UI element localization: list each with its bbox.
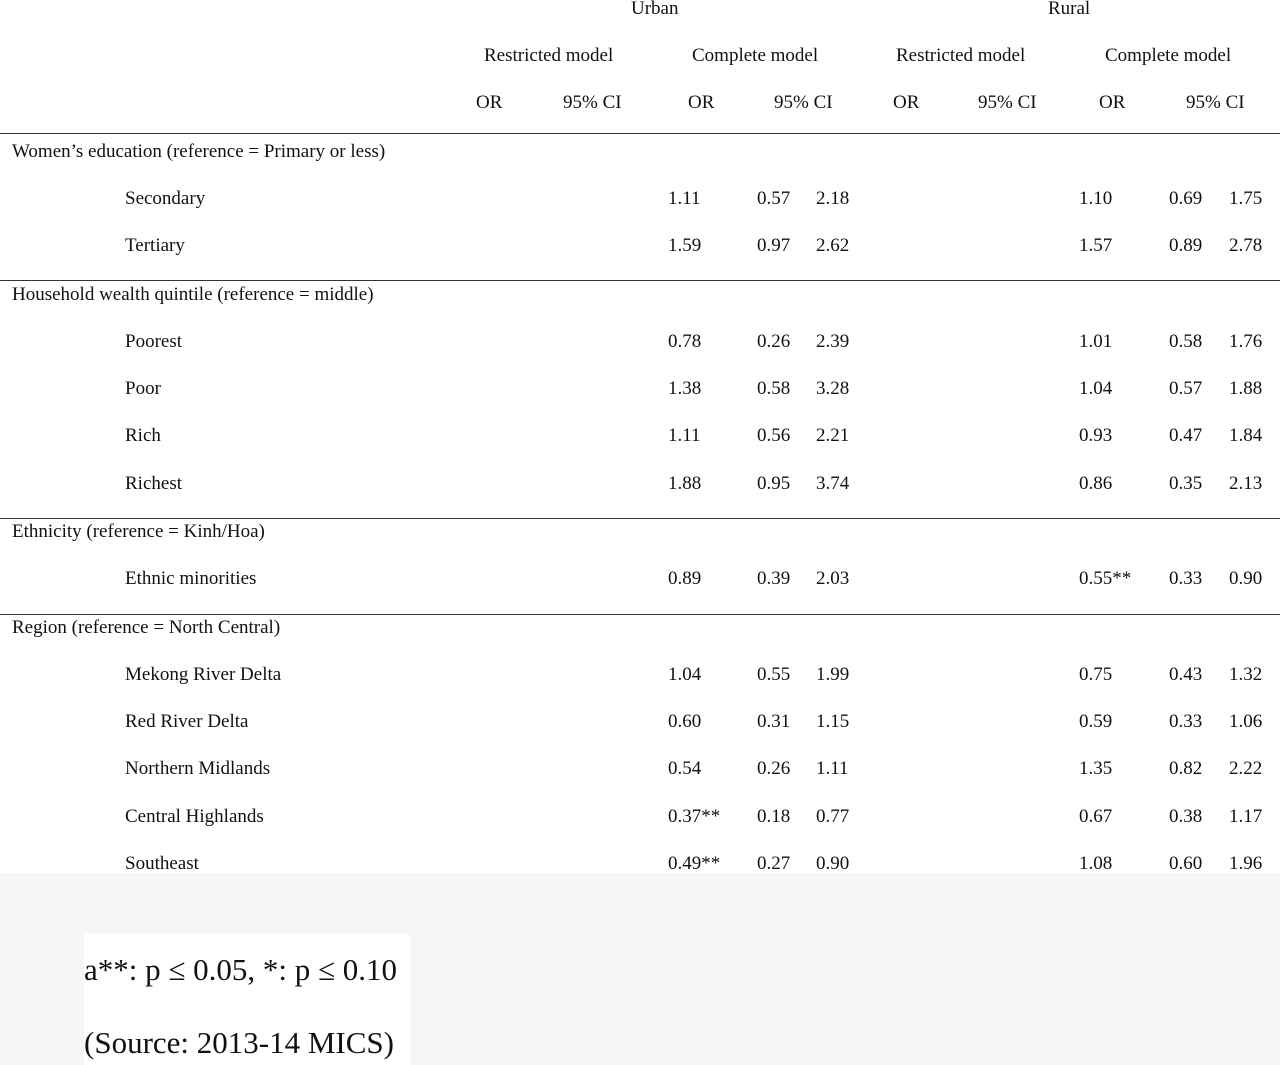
cell-rural-or: 0.75 bbox=[1079, 664, 1113, 685]
cell-rural-ci-high: 1.76 bbox=[1229, 331, 1263, 352]
cell-rural-or: 1.57 bbox=[1079, 235, 1113, 256]
cell-urban-ci-low: 0.57 bbox=[757, 188, 791, 209]
cell-rural-ci-low: 0.58 bbox=[1169, 331, 1203, 352]
section-title: Household wealth quintile (reference = middle) bbox=[12, 284, 374, 305]
cell-urban-or: 1.59 bbox=[668, 235, 702, 256]
cell-urban-ci-low: 0.26 bbox=[757, 758, 791, 779]
row-label: Northern Midlands bbox=[125, 758, 271, 779]
cell-rural-ci-high: 0.90 bbox=[1229, 568, 1263, 589]
cell-urban-ci-low: 0.39 bbox=[757, 568, 791, 589]
col-header: 95% CI bbox=[1186, 92, 1245, 113]
cell-urban-ci-high: 0.77 bbox=[816, 806, 850, 827]
cell-urban-ci-high: 0.90 bbox=[816, 853, 850, 873]
cell-rural-or: 1.01 bbox=[1079, 331, 1113, 352]
row-label: Tertiary bbox=[125, 235, 185, 256]
row-label: Mekong River Delta bbox=[125, 664, 282, 685]
row-label: Southeast bbox=[125, 853, 199, 873]
cell-rural-or: 0.59 bbox=[1079, 711, 1113, 732]
cell-rural-ci-high: 2.22 bbox=[1229, 758, 1263, 779]
row-label: Rich bbox=[125, 425, 161, 446]
cell-urban-or: 1.11 bbox=[668, 188, 701, 209]
cell-rural-ci-low: 0.60 bbox=[1169, 853, 1203, 873]
row-label: Richest bbox=[125, 473, 182, 494]
cell-rural-or: 1.35 bbox=[1079, 758, 1113, 779]
cell-urban-ci-high: 2.03 bbox=[816, 568, 850, 589]
cell-urban-or: 1.38 bbox=[668, 378, 702, 399]
cell-rural-ci-low: 0.33 bbox=[1169, 711, 1203, 732]
cell-rural-ci-high: 2.13 bbox=[1229, 473, 1263, 494]
cell-urban-ci-low: 0.97 bbox=[757, 235, 791, 256]
cell-urban-or: 0.49** bbox=[668, 853, 721, 873]
cell-rural-or: 0.93 bbox=[1079, 425, 1113, 446]
cell-rural-ci-low: 0.38 bbox=[1169, 806, 1203, 827]
col-header: 95% CI bbox=[978, 92, 1037, 113]
cell-urban-or: 0.89 bbox=[668, 568, 702, 589]
cell-rural-or: 1.04 bbox=[1079, 378, 1113, 399]
header-model-urban-complete: Complete model bbox=[692, 45, 819, 66]
cell-urban-ci-high: 2.62 bbox=[816, 235, 850, 256]
cell-rural-or: 1.10 bbox=[1079, 188, 1113, 209]
cell-urban-ci-low: 0.56 bbox=[757, 425, 791, 446]
cell-urban-ci-high: 1.99 bbox=[816, 664, 850, 685]
section-title: Region (reference = North Central) bbox=[12, 617, 281, 638]
row-label: Ethnic minorities bbox=[125, 568, 257, 589]
cell-urban-ci-high: 3.28 bbox=[816, 378, 850, 399]
cell-urban-or: 1.88 bbox=[668, 473, 702, 494]
cell-urban-ci-high: 1.15 bbox=[816, 711, 850, 732]
header-model-urban-restricted: Restricted model bbox=[484, 45, 614, 66]
cell-rural-ci-high: 1.75 bbox=[1229, 188, 1263, 209]
section-divider bbox=[0, 614, 1280, 615]
cell-rural-ci-high: 1.32 bbox=[1229, 664, 1263, 685]
section-divider bbox=[0, 133, 1280, 134]
cell-rural-ci-low: 0.69 bbox=[1169, 188, 1203, 209]
header-model-rural-complete: Complete model bbox=[1105, 45, 1232, 66]
cell-urban-ci-low: 0.55 bbox=[757, 664, 791, 685]
cell-rural-ci-low: 0.89 bbox=[1169, 235, 1203, 256]
header-rural: Rural bbox=[1048, 0, 1091, 19]
col-header: 95% CI bbox=[563, 92, 622, 113]
cell-urban-ci-high: 2.18 bbox=[816, 188, 850, 209]
section-title: Ethnicity (reference = Kinh/Hoa) bbox=[12, 521, 265, 542]
section-divider bbox=[0, 518, 1280, 519]
cell-rural-or: 0.67 bbox=[1079, 806, 1113, 827]
row-label: Secondary bbox=[125, 188, 206, 209]
cell-urban-ci-low: 0.95 bbox=[757, 473, 791, 494]
cell-rural-or: 0.55** bbox=[1079, 568, 1132, 589]
cell-rural-or: 1.08 bbox=[1079, 853, 1113, 873]
cell-rural-ci-low: 0.35 bbox=[1169, 473, 1203, 494]
significance-note: a**: p ≤ 0.05, *: p ≤ 0.10 bbox=[84, 952, 398, 987]
col-header: OR bbox=[476, 92, 503, 113]
cell-rural-ci-high: 1.17 bbox=[1229, 806, 1263, 827]
cell-rural-ci-high: 2.78 bbox=[1229, 235, 1263, 256]
cell-rural-ci-low: 0.82 bbox=[1169, 758, 1203, 779]
cell-urban-or: 0.37** bbox=[668, 806, 721, 827]
cell-rural-ci-low: 0.33 bbox=[1169, 568, 1203, 589]
cell-urban-ci-low: 0.31 bbox=[757, 711, 791, 732]
cell-urban-ci-high: 2.21 bbox=[816, 425, 850, 446]
row-label: Poor bbox=[125, 378, 161, 399]
cell-urban-ci-high: 3.74 bbox=[816, 473, 850, 494]
cell-rural-ci-low: 0.43 bbox=[1169, 664, 1203, 685]
section-divider bbox=[0, 280, 1280, 281]
col-header: 95% CI bbox=[774, 92, 833, 113]
row-label: Central Highlands bbox=[125, 806, 264, 827]
col-header: OR bbox=[1099, 92, 1126, 113]
cell-urban-or: 0.78 bbox=[668, 331, 702, 352]
cell-rural-ci-high: 1.96 bbox=[1229, 853, 1263, 873]
cell-urban-ci-low: 0.58 bbox=[757, 378, 791, 399]
header-model-rural-restricted: Restricted model bbox=[896, 45, 1026, 66]
source-note: (Source: 2013-14 MICS) bbox=[84, 1025, 394, 1060]
col-header: OR bbox=[893, 92, 920, 113]
col-header: OR bbox=[688, 92, 715, 113]
cell-urban-ci-high: 1.11 bbox=[816, 758, 849, 779]
cell-rural-or: 0.86 bbox=[1079, 473, 1113, 494]
cell-rural-ci-low: 0.47 bbox=[1169, 425, 1203, 446]
cell-urban-or: 1.04 bbox=[668, 664, 702, 685]
cell-urban-ci-low: 0.27 bbox=[757, 853, 791, 873]
section-title: Women’s education (reference = Primary or less) bbox=[12, 141, 386, 162]
cell-rural-ci-high: 1.84 bbox=[1229, 425, 1263, 446]
cell-urban-or: 0.60 bbox=[668, 711, 702, 732]
cell-rural-ci-high: 1.06 bbox=[1229, 711, 1263, 732]
cell-rural-ci-high: 1.88 bbox=[1229, 378, 1263, 399]
row-label: Poorest bbox=[125, 331, 182, 352]
cell-urban-ci-low: 0.26 bbox=[757, 331, 791, 352]
cell-urban-ci-low: 0.18 bbox=[757, 806, 791, 827]
cell-urban-ci-high: 2.39 bbox=[816, 331, 850, 352]
cell-urban-or: 1.11 bbox=[668, 425, 701, 446]
cell-urban-or: 0.54 bbox=[668, 758, 702, 779]
row-label: Red River Delta bbox=[125, 711, 249, 732]
cell-rural-ci-low: 0.57 bbox=[1169, 378, 1203, 399]
header-urban: Urban bbox=[631, 0, 679, 19]
